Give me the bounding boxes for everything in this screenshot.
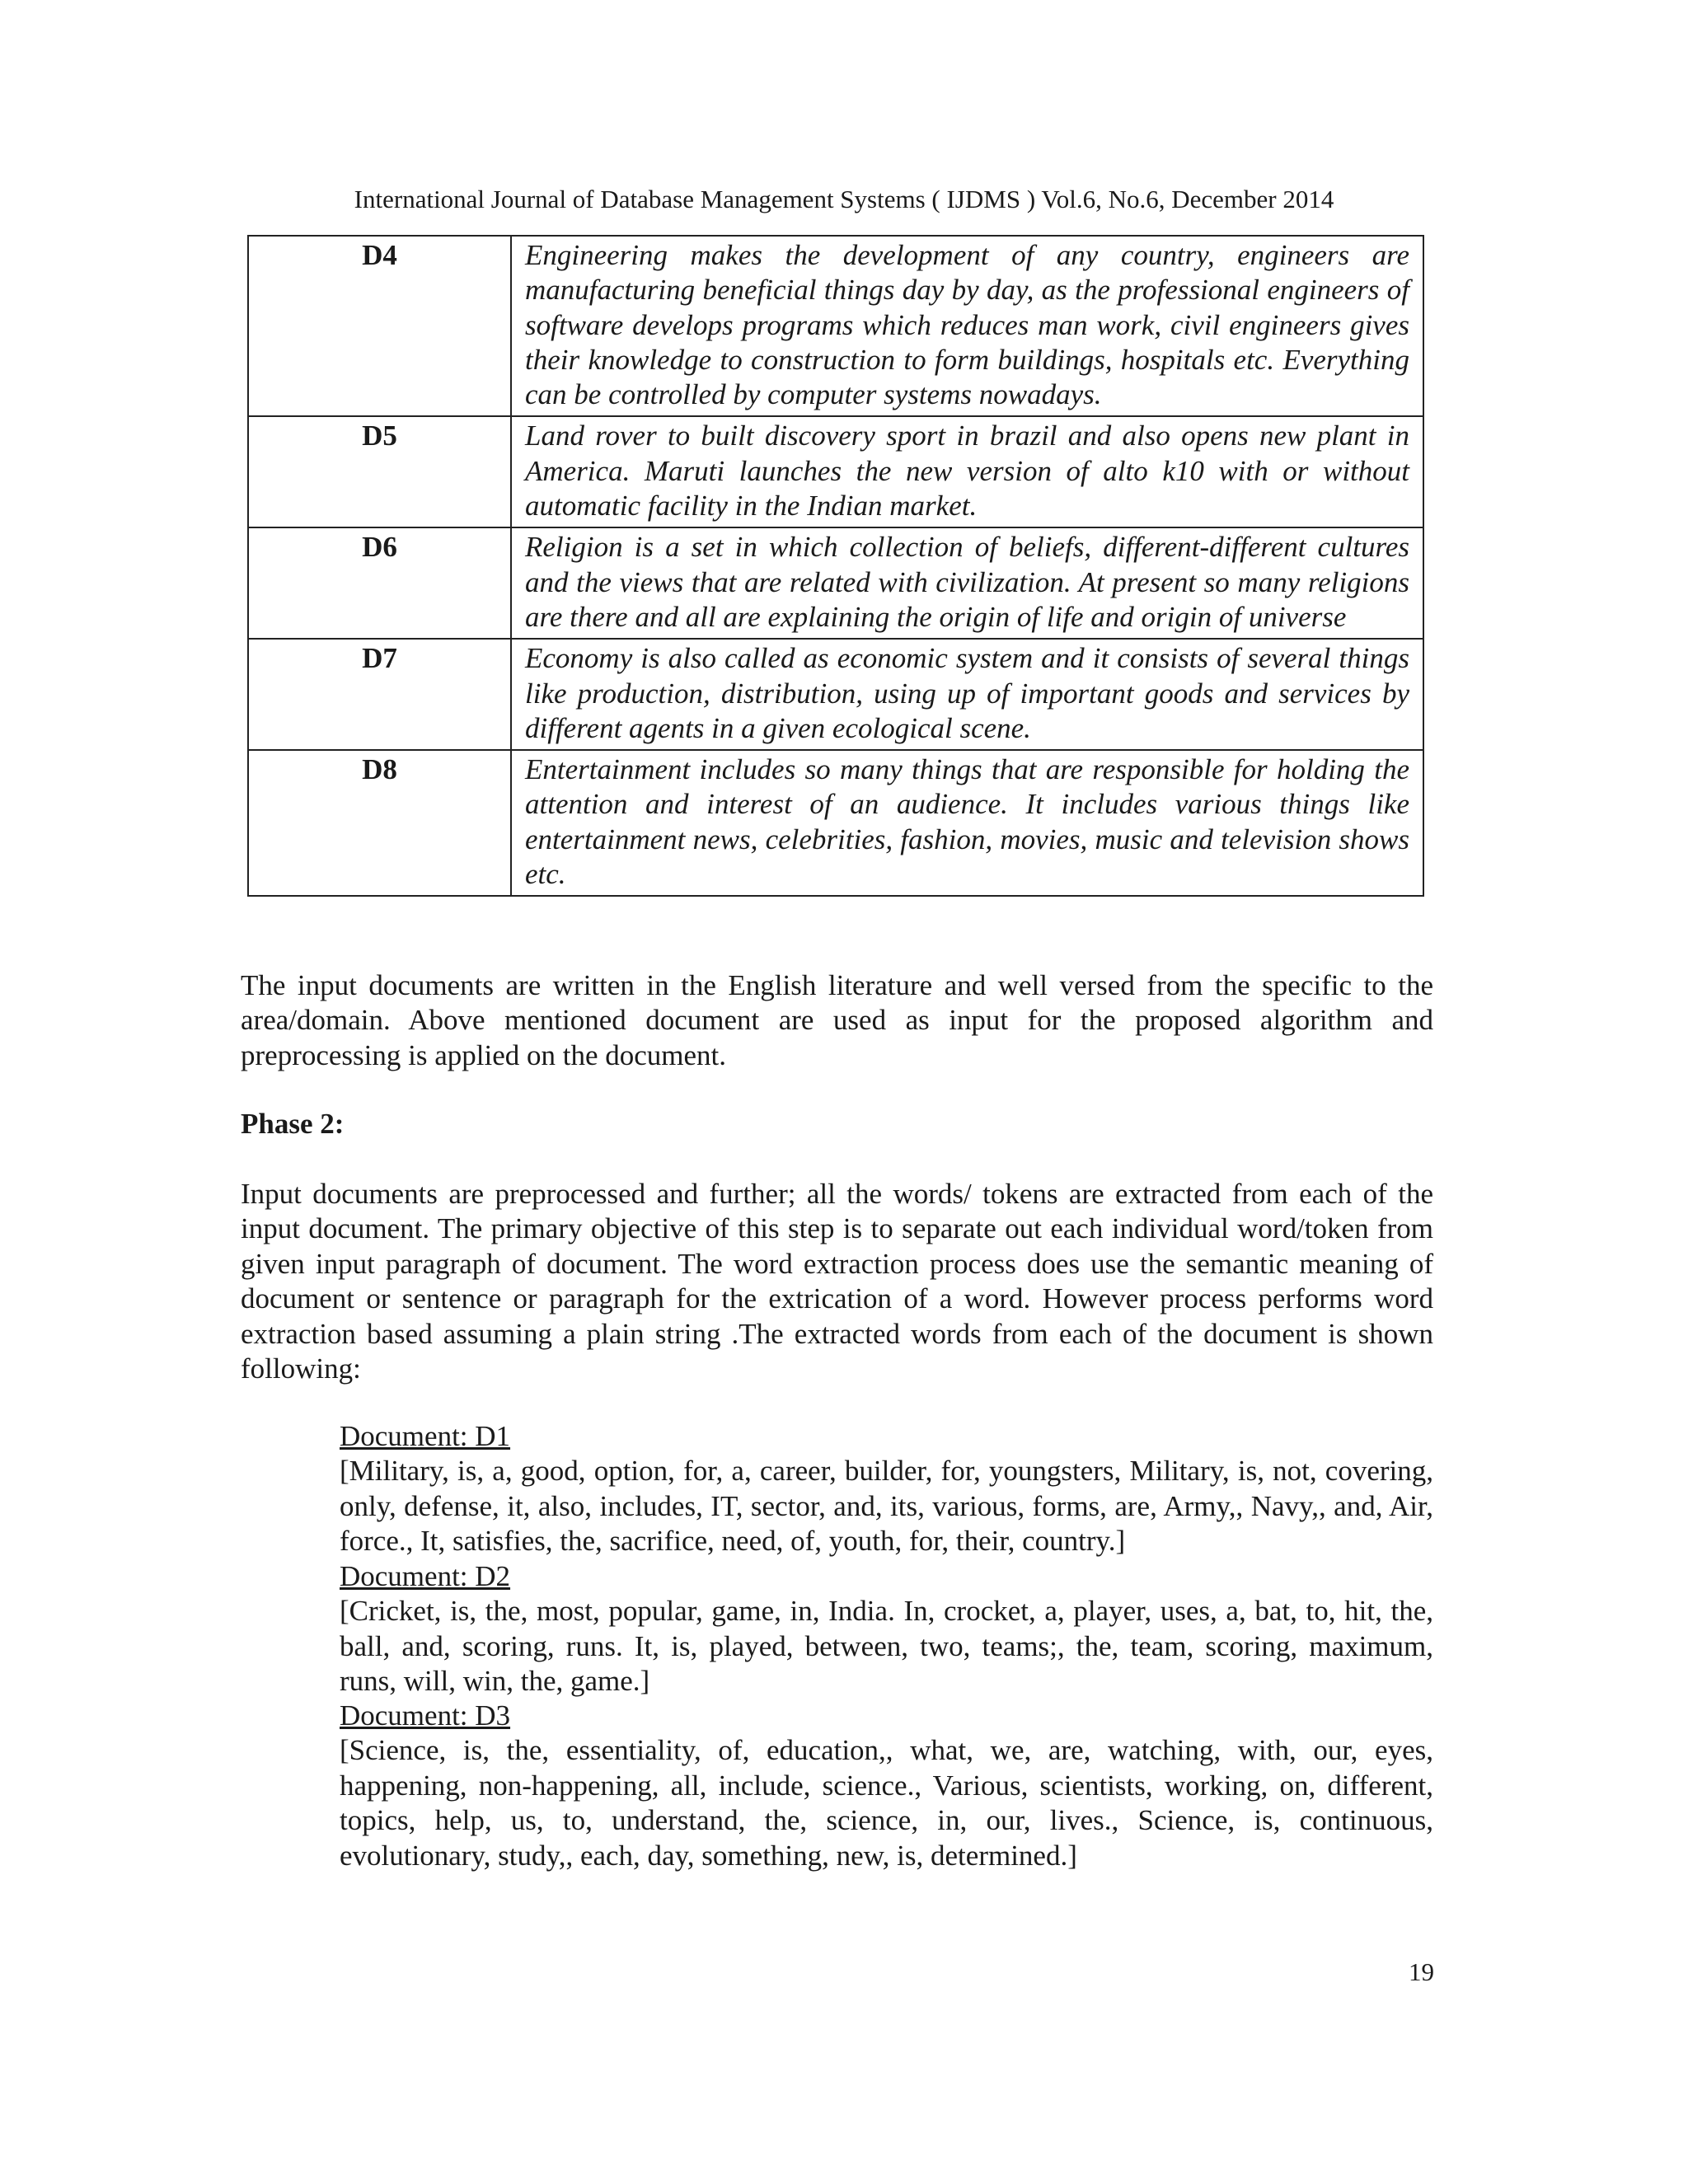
phase-heading: Phase 2: xyxy=(241,1108,345,1140)
table-row xyxy=(248,639,1423,750)
document-id-cell: D4 xyxy=(248,236,511,416)
document-label: Document: D3 xyxy=(340,1699,511,1732)
page-number: 19 xyxy=(1409,1957,1434,1986)
document-id-cell: D7 xyxy=(248,639,511,750)
document-d2-block xyxy=(340,1559,1433,1699)
table-row xyxy=(248,416,1423,527)
document-text-cell: Engineering makes the development of any country, engineers are manufacturing beneficial things day by day, as the professional engineers of software develops programs which reduces man work, civil engineers gives their knowledge to construction to form buildings, hospitals etc. Everything can be controlled by computer systems nowadays. xyxy=(511,236,1423,416)
document-d3-block xyxy=(340,1699,1433,1873)
document-id-cell: D5 xyxy=(248,416,511,527)
document-words: [Science, is, the, essentiality, of, education,, what, we, are, watching, with, our, eyes, happening, non-happening, all, include, science., Various, scientists, working, on, different, topics, help, us, to, understand, the, science, in, our, lives., Science, is, continuous, evolutionary, study,, each, day, something, new, is, determined.] xyxy=(340,1734,1433,1872)
document-words: [Military, is, a, good, option, for, a, career, builder, for, youngsters, Military, is, not, covering, only, defense, it, also, includes, IT, sector, and, its, various, forms, are, Army,, Navy,, and, Air, force., It, satisfies, the, sacrifice, need, of, youth, for, their, country.] xyxy=(340,1455,1433,1558)
phase-paragraph: Input documents are preprocessed and further; all the words/ tokens are extracted from each of the input document. The primary objective of this step is to separate out each individual word/token from given input paragraph of document. The word extraction process does use the semantic meaning of document or sentence or paragraph for the extrication of a word. However process performs word extraction based assuming a plain string .The extracted words from each of the document is shown following: xyxy=(241,1178,1433,1385)
document-id-cell: D8 xyxy=(248,750,511,896)
table-row xyxy=(248,236,1423,416)
intro-paragraph: The input documents are written in the English literature and well versed from the specific to the area/domain. Above mentioned document are used as input for the proposed algorithm and preprocessing is applied on the document. xyxy=(241,969,1433,1071)
document-words: [Cricket, is, the, most, popular, game, in, India. In, crocket, a, player, uses, a, bat, to, hit, the, ball, and, scoring, runs. It, is, played, between, two, teams;, the, team, scoring, maximum, runs, will, win, the, game.] xyxy=(340,1595,1433,1698)
document-text-cell: Land rover to built discovery sport in brazil and also opens new plant in America. Maruti launches the new version of alto k10 with or without automatic facility in the Indian market. xyxy=(511,416,1423,527)
document-text-cell: Entertainment includes so many things that are responsible for holding the attention and interest of an audience. It includes various things like entertainment news, celebrities, fashion, movies, music and television shows etc. xyxy=(511,750,1423,896)
document-label: Document: D1 xyxy=(340,1420,511,1452)
document-text-cell: Economy is also called as economic system and it consists of several things like production, distribution, using up of important goods and services by different agents in a given ecological scene. xyxy=(511,639,1423,750)
document-table xyxy=(247,235,1424,897)
table-row xyxy=(248,750,1423,896)
document-text-cell: Religion is a set in which collection of beliefs, different-different cultures and the views that are related with civilization. At present so many religions are there and all are explaining the origin of life and origin of universe xyxy=(511,527,1423,639)
table-row xyxy=(248,527,1423,639)
document-label: Document: D2 xyxy=(340,1560,511,1592)
running-header: International Journal of Database Management Systems ( IJDMS ) Vol.6, No.6, December 2014 xyxy=(354,185,1334,213)
document-id-cell: D6 xyxy=(248,527,511,639)
document-d1-block xyxy=(340,1419,1433,1559)
